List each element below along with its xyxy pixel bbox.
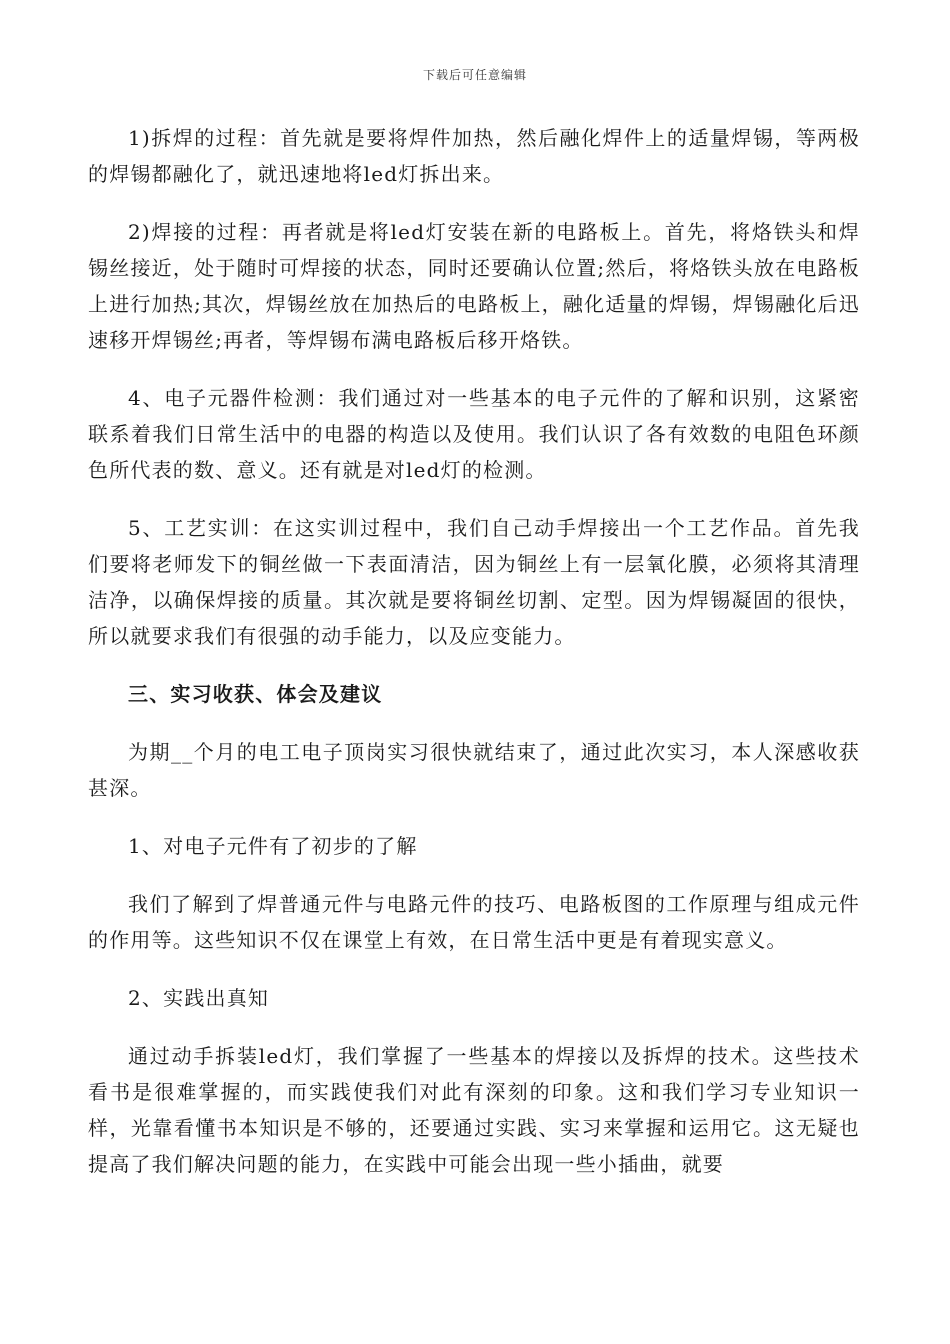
paragraph-soldering-process: 2)焊接的过程：再者就是将led灯安装在新的电路板上。首先，将烙铁头和焊锡丝接近，处于随时可焊接的状态，同时还要确认位置;然后，将烙铁头放在电路板上进行加热;其次，焊锡丝放在加热后的电路板上，融化适量的焊锡，焊锡融化后迅速移开焊锡丝;再者，等焊锡布满电路板后移开烙铁。 bbox=[88, 220, 860, 352]
paragraph-desoldering-process: 1)拆焊的过程：首先就是要将焊件加热，然后融化焊件上的适量焊锡，等两极的焊锡都融化了，就迅速地将led灯拆出来。 bbox=[88, 126, 860, 186]
paragraph-component-testing: 4、电子元器件检测：我们通过对一些基本的电子元件的了解和识别，这紧密联系着我们日常生活中的电器的构造以及使用。我们认识了各有效数的电阻色环颜色所代表的数、意义。还有就是对led灯的检测。 bbox=[88, 386, 860, 482]
section-heading-gains: 三、实习收获、体会及建议 bbox=[128, 682, 383, 706]
paragraph-internship-summary: 为期__个月的电工电子顶岗实习很快就结束了，通过此次实习，本人深感收获甚深。 bbox=[88, 740, 860, 800]
paragraph-practice-detail: 通过动手拆装led灯，我们掌握了一些基本的焊接以及拆焊的技术。这些技术看书是很难掌握的，而实践使我们对此有深刻的印象。这和我们学习专业知识一样，光靠看懂书本知识是不够的，还要通过实践、实习来掌握和运用它。这无疑也提高了我们解决问题的能力，在实践中可能会出现一些小插曲，就要 bbox=[88, 1044, 860, 1176]
subheading-practice: 2、实践出真知 bbox=[128, 986, 270, 1010]
page-header: 下载后可任意编辑 bbox=[422, 68, 527, 82]
paragraph-components-knowledge: 我们了解到了焊普通元件与电路元件的技巧、电路板图的工作原理与组成元件的作用等。这些知识不仅在课堂上有效，在日常生活中更是有着现实意义。 bbox=[88, 892, 860, 952]
paragraph-craft-training: 5、工艺实训：在这实训过程中，我们自己动手焊接出一个工艺作品。首先我们要将老师发下的铜丝做一下表面清洁，因为铜丝上有一层氧化膜，必须将其清理洁净，以确保焊接的质量。其次就是要将铜丝切割、定型。因为焊锡凝固的很快，所以就要求我们有很强的动手能力，以及应变能力。 bbox=[88, 516, 860, 648]
document-body bbox=[88, 120, 860, 1204]
subheading-electronic-components: 1、对电子元件有了初步的了解 bbox=[128, 834, 418, 858]
